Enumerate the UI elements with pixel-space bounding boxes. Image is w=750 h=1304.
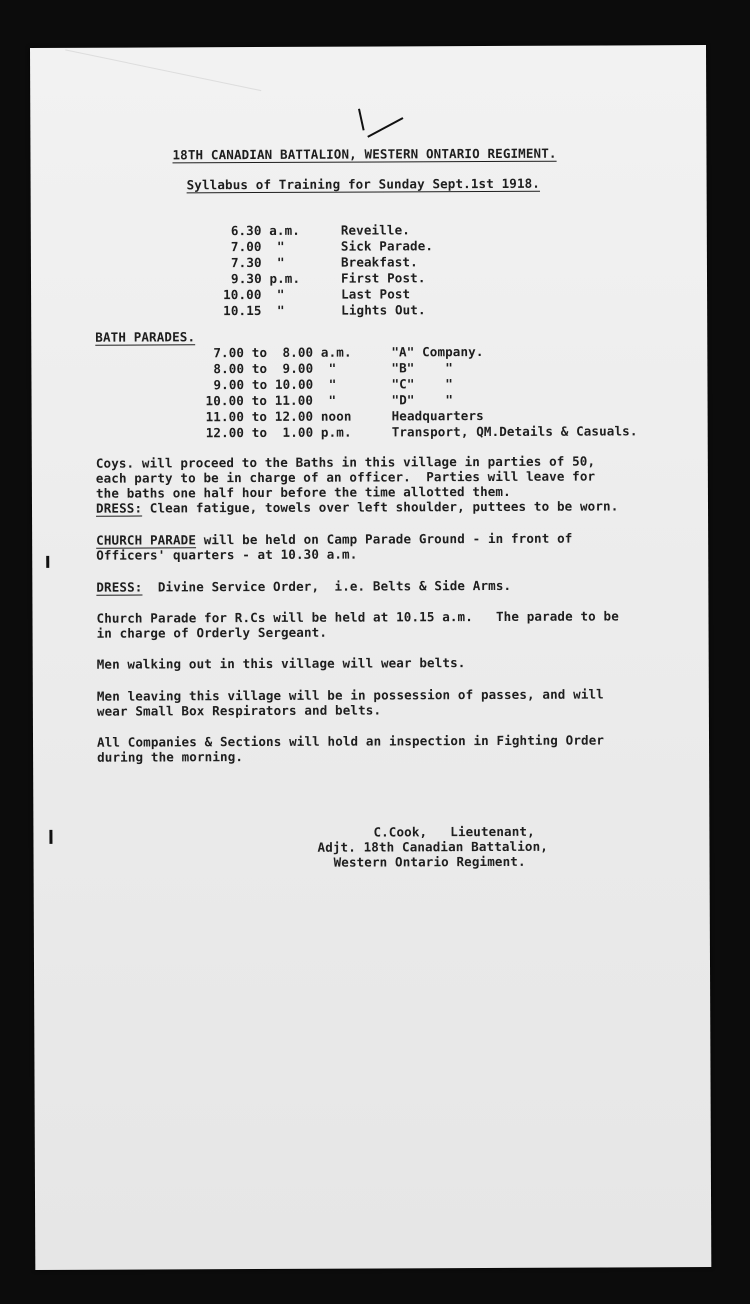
schedule-event: First Post. (340, 270, 426, 286)
schedule-event: Lights Out. (341, 302, 426, 318)
rc-line-2: in charge of Orderly Sergeant. (96, 624, 328, 641)
bath-time: 11.00 to 12.00 noon (205, 408, 352, 425)
bath-heading: BATH PARADES. (95, 329, 196, 345)
unit-title: 18TH CANADIAN BATTALION, WESTERN ONTARIO REGIMENT. (172, 145, 557, 163)
syllabus-title: Syllabus of Training for Sunday Sept.1st 1918. (186, 175, 541, 193)
handwritten-page-mark (358, 109, 365, 131)
schedule-time: 10.00 " (223, 286, 285, 303)
bath-group: "C" " (391, 376, 453, 392)
church-line-2: Officers' quarters - at 10.30 a.m. (96, 546, 358, 563)
schedule-time: 10.15 " (223, 302, 285, 319)
handwritten-stroke (367, 117, 403, 138)
inspection-line-2: during the morning. (97, 749, 244, 765)
coys-line: each party to be in charge of an officer. Parties will leave for (95, 468, 596, 486)
schedule-time: 9.30 p.m. (230, 270, 301, 287)
margin-mark (49, 830, 52, 844)
bath-group: Transport, QM.Details & Casuals. (391, 423, 638, 440)
leaving-line: Men leaving this village will be in possession of passes, and will (96, 686, 604, 704)
signature-regiment: Western Ontario Regiment. (333, 853, 526, 870)
bath-time: 7.00 to 8.00 a.m. (213, 344, 352, 361)
bath-time: 10.00 to 11.00 " (205, 392, 337, 409)
schedule-event: Reveille. (340, 222, 410, 238)
bath-group: "A" Company. (391, 344, 484, 360)
bath-time: 9.00 to 10.00 " (213, 376, 337, 393)
paper-fold (59, 49, 261, 120)
schedule-time: 7.30 " (230, 254, 285, 271)
schedule-time: 7.00 " (230, 238, 285, 255)
document-page (30, 45, 711, 1270)
schedule-event: Sick Parade. (340, 238, 434, 254)
schedule-event: Breakfast. (340, 254, 418, 270)
schedule-time: 6.30 a.m. (230, 222, 300, 239)
coys-line: the baths one half hour before the time allotted them. (95, 483, 511, 501)
signature-name: C.Cook, Lieutenant, (373, 823, 535, 840)
dress-line (96, 498, 618, 515)
coys-line: Coys. will proceed to the Baths in this village in parties of 50, (95, 453, 596, 471)
schedule-event: Last Post (341, 286, 411, 302)
church-line (96, 531, 572, 548)
bath-group: "D" " (391, 392, 454, 408)
margin-mark (46, 556, 49, 568)
signature-title: Adjt. 18th Canadian Battalion, (317, 838, 548, 855)
dress2-label: DRESS: (96, 579, 143, 595)
church-label: CHURCH PARADE (96, 532, 197, 548)
inspection-line: All Companies & Sections will hold an inspection in Fighting Order (96, 732, 605, 750)
dress2-text: Divine Service Order, i.e. Belts & Side Arms. (142, 577, 512, 595)
leaving-line-2: wear Small Box Respirators and belts. (96, 702, 382, 719)
walking-line: Men walking out in this village will wear belts. (96, 655, 466, 672)
bath-group: Headquarters (391, 408, 484, 424)
rc-line: Church Parade for R.Cs will be held at 10.15 a.m. The parade to be (96, 608, 619, 626)
dress-text: Clean fatigue, towels over left shoulder, puttees to be worn. (142, 498, 619, 516)
bath-time: 8.00 to 9.00 " (213, 360, 337, 377)
bath-time: 12.00 to 1.00 p.m. (205, 424, 352, 441)
dress2-line (96, 578, 511, 595)
dress-label: DRESS: (95, 500, 143, 516)
bath-group: "B" " (391, 360, 453, 376)
church-text: will be held on Camp Parade Ground - in front of (195, 530, 573, 548)
